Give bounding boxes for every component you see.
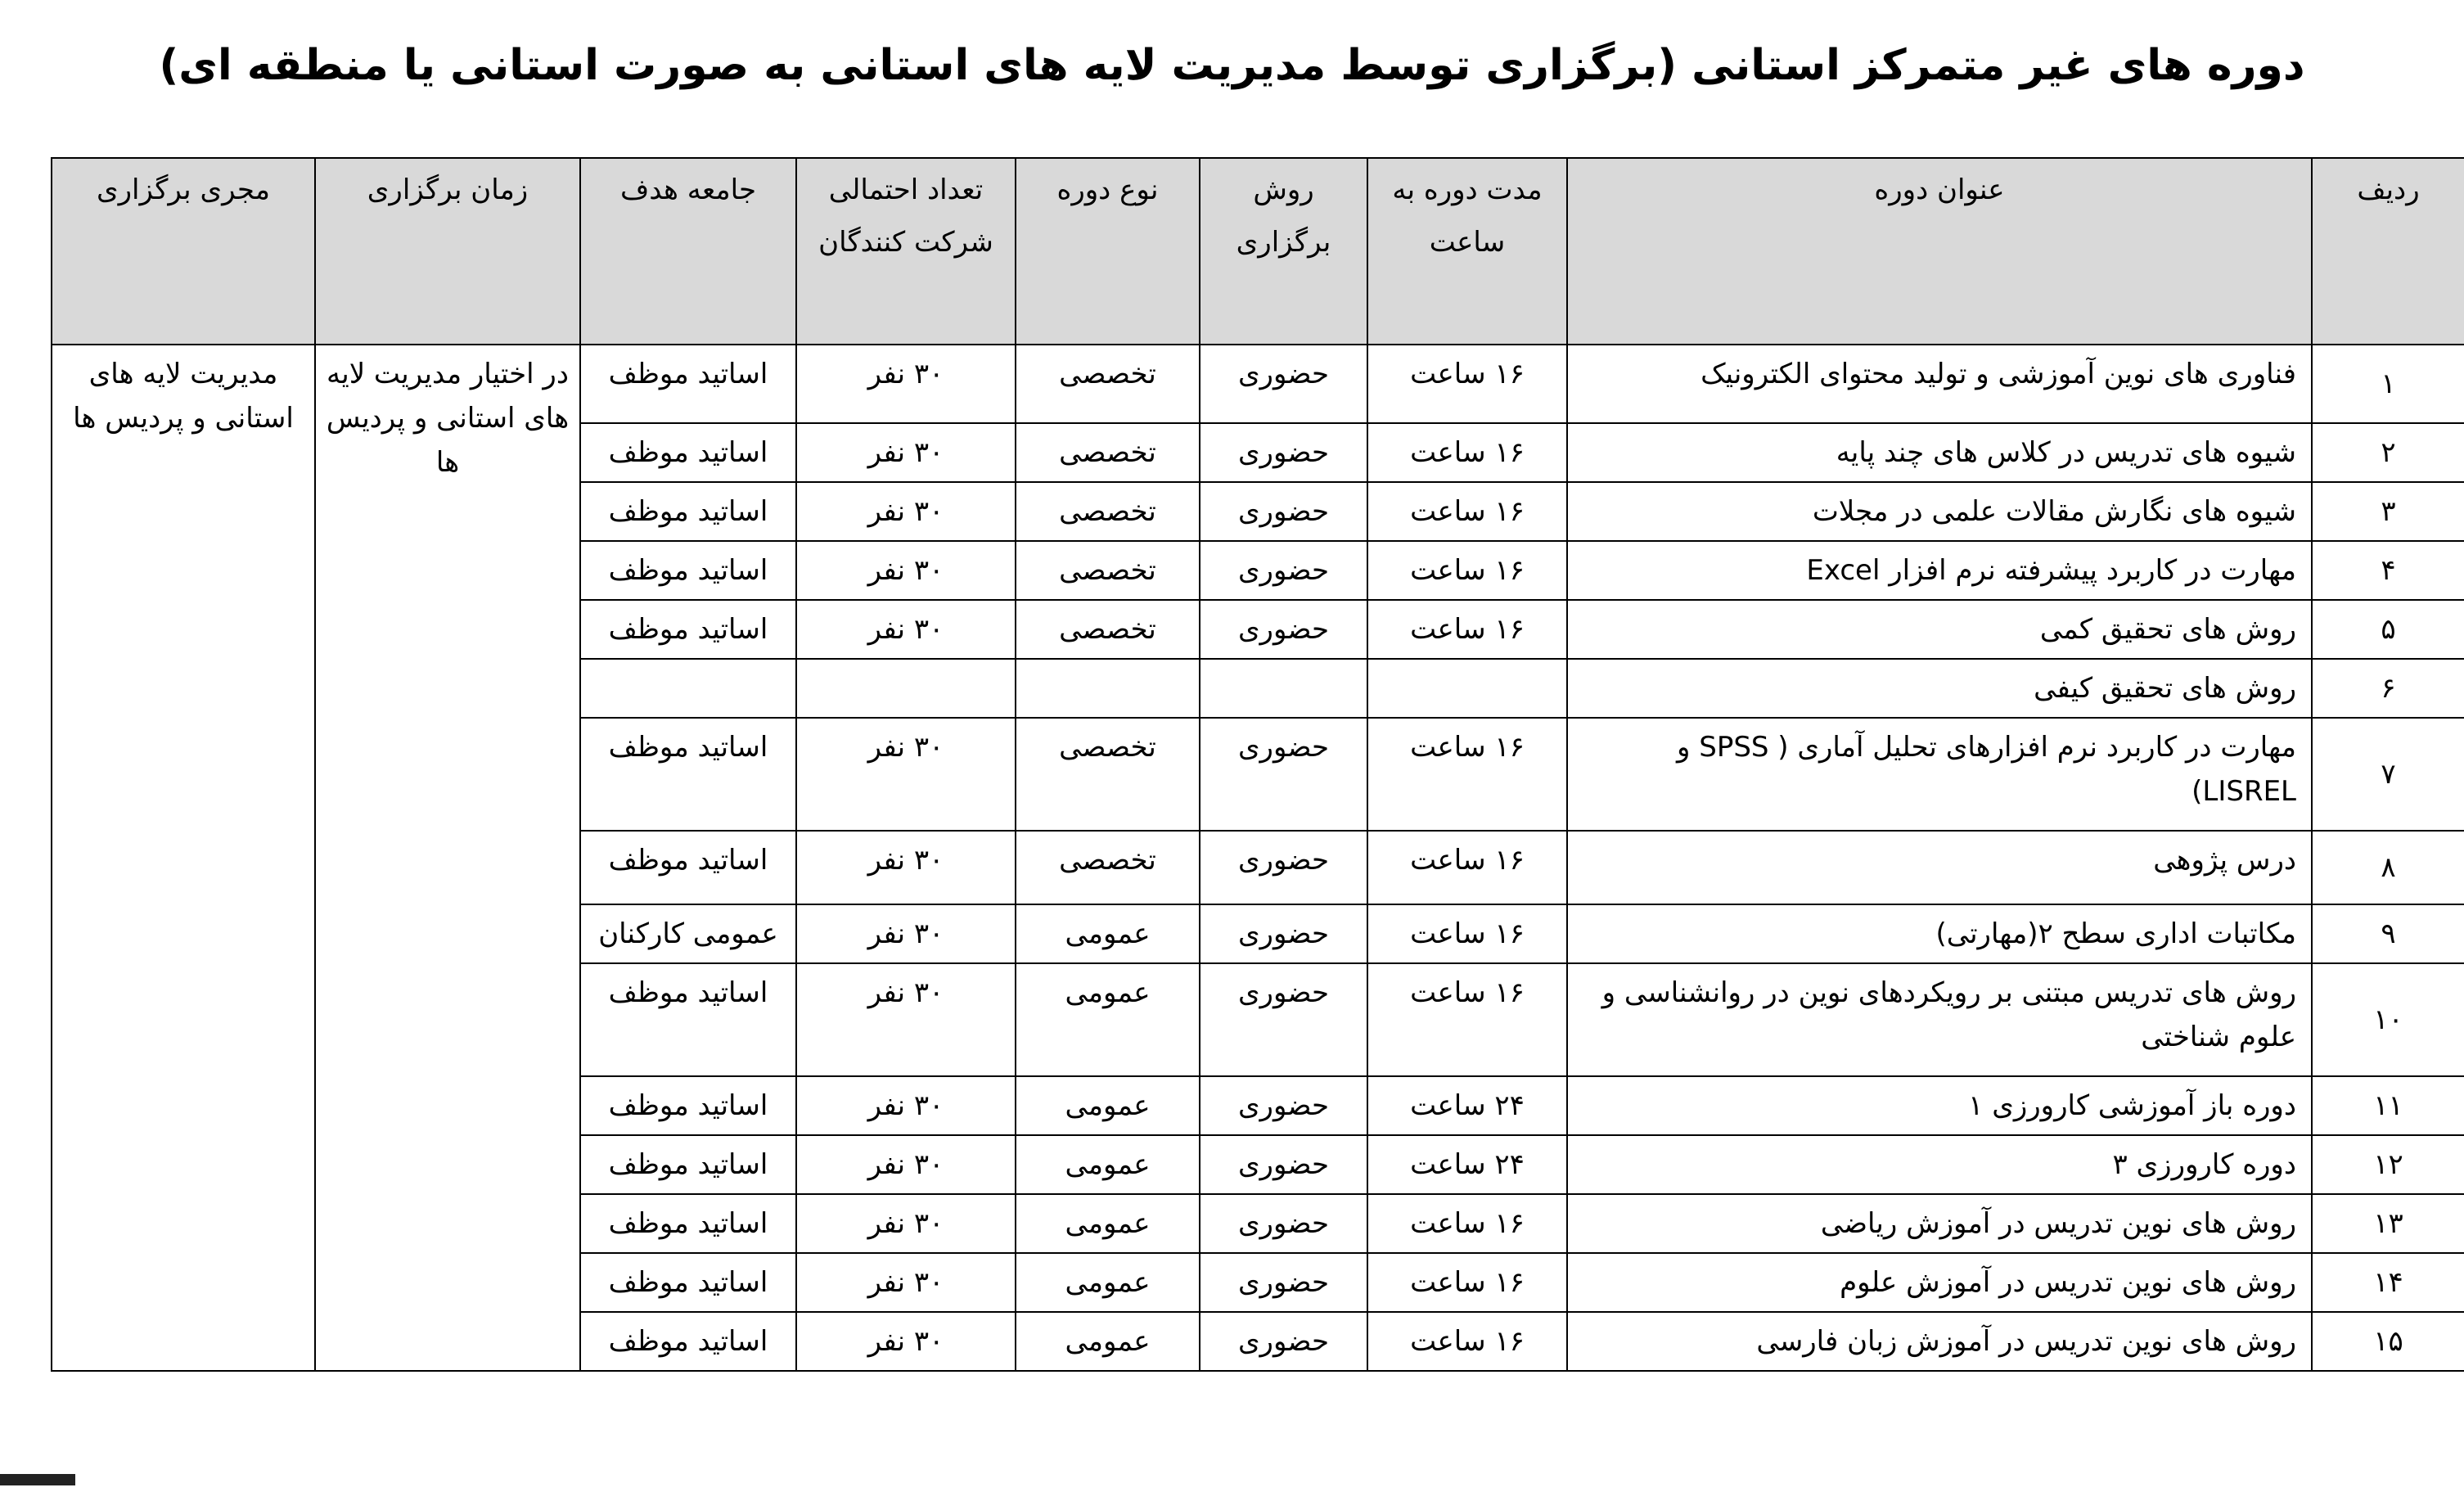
target-audience-cell: اساتید موظف <box>580 1135 796 1194</box>
table-header <box>52 158 2464 345</box>
course-title-cell: فناوری های نوین آموزشی و تولید محتوای الکترونیک <box>1567 345 2312 423</box>
row-number-cell: ۷ <box>2312 718 2464 831</box>
method-cell: حضوری <box>1200 600 1367 659</box>
method-cell: حضوری <box>1200 1194 1367 1253</box>
participants-cell: ۳۰ نفر <box>796 600 1016 659</box>
target-audience-cell: اساتید موظف <box>580 541 796 600</box>
row-number-cell: ۱۰ <box>2312 963 2464 1076</box>
target-audience-cell: اساتید موظف <box>580 482 796 541</box>
course-type-cell: عمومی <box>1016 1253 1200 1312</box>
course-type-cell: تخصصی <box>1016 541 1200 600</box>
method-cell: حضوری <box>1200 1253 1367 1312</box>
merged-time-cell: در اختیار مدیریت لایه های استانی و پردیس ها <box>315 345 580 1371</box>
participants-cell: ۳۰ نفر <box>796 904 1016 963</box>
duration-cell: ۱۶ ساعت <box>1367 423 1567 482</box>
course-type-cell: تخصصی <box>1016 345 1200 423</box>
course-title-cell: مکاتبات اداری سطح ۲(مهارتی) <box>1567 904 2312 963</box>
participants-cell: ۳۰ نفر <box>796 1076 1016 1135</box>
row-number-cell: ۲ <box>2312 423 2464 482</box>
method-cell: حضوری <box>1200 541 1367 600</box>
course-title-cell: روش های تحقیق کیفی <box>1567 659 2312 718</box>
header-course-type: نوع دوره <box>1016 158 1200 345</box>
row-number-cell: ۱۱ <box>2312 1076 2464 1135</box>
participants-cell: ۳۰ نفر <box>796 423 1016 482</box>
participants-cell: ۳۰ نفر <box>796 1312 1016 1371</box>
method-cell: حضوری <box>1200 1312 1367 1371</box>
method-cell: حضوری <box>1200 963 1367 1076</box>
row-number-cell: ۳ <box>2312 482 2464 541</box>
course-title-cell: شیوه های نگارش مقالات علمی در مجلات <box>1567 482 2312 541</box>
duration-cell <box>1367 659 1567 718</box>
method-cell: حضوری <box>1200 831 1367 904</box>
duration-cell: ۱۶ ساعت <box>1367 718 1567 831</box>
target-audience-cell: اساتید موظف <box>580 1312 796 1371</box>
participants-cell: ۳۰ نفر <box>796 718 1016 831</box>
method-cell: حضوری <box>1200 718 1367 831</box>
header-participants: تعداد احتمالی شرکت کنندگان <box>796 158 1016 345</box>
duration-cell: ۲۴ ساعت <box>1367 1076 1567 1135</box>
method-cell: حضوری <box>1200 423 1367 482</box>
row-number-cell: ۹ <box>2312 904 2464 963</box>
participants-cell: ۳۰ نفر <box>796 831 1016 904</box>
row-number-cell: ۱۲ <box>2312 1135 2464 1194</box>
participants-cell: ۳۰ نفر <box>796 482 1016 541</box>
header-target-audience: جامعه هدف <box>580 158 796 345</box>
duration-cell: ۱۶ ساعت <box>1367 831 1567 904</box>
table-row <box>52 345 2464 423</box>
course-type-cell <box>1016 659 1200 718</box>
row-number-cell: ۱۴ <box>2312 1253 2464 1312</box>
course-type-cell: تخصصی <box>1016 831 1200 904</box>
course-type-cell: تخصصی <box>1016 423 1200 482</box>
course-type-cell: عمومی <box>1016 1076 1200 1135</box>
course-title-cell: درس پژوهی <box>1567 831 2312 904</box>
row-number-cell: ۴ <box>2312 541 2464 600</box>
course-title-cell: روش های نوین تدریس در آموزش علوم <box>1567 1253 2312 1312</box>
merged-organizer-cell: مدیریت لایه های استانی و پردیس ها <box>52 345 315 1371</box>
method-cell: حضوری <box>1200 482 1367 541</box>
duration-cell: ۱۶ ساعت <box>1367 904 1567 963</box>
header-duration: مدت دوره به ساعت <box>1367 158 1567 345</box>
target-audience-cell: اساتید موظف <box>580 963 796 1076</box>
target-audience-cell: اساتید موظف <box>580 831 796 904</box>
target-audience-cell: اساتید موظف <box>580 718 796 831</box>
course-type-cell: عمومی <box>1016 1135 1200 1194</box>
method-cell <box>1200 659 1367 718</box>
duration-cell: ۱۶ ساعت <box>1367 482 1567 541</box>
method-cell: حضوری <box>1200 1076 1367 1135</box>
target-audience-cell: عمومی کارکنان <box>580 904 796 963</box>
target-audience-cell: اساتید موظف <box>580 1194 796 1253</box>
target-audience-cell: اساتید موظف <box>580 1253 796 1312</box>
header-time: زمان برگزاری <box>315 158 580 345</box>
method-cell: حضوری <box>1200 904 1367 963</box>
course-type-cell: تخصصی <box>1016 600 1200 659</box>
header-method: روش برگزاری <box>1200 158 1367 345</box>
target-audience-cell: اساتید موظف <box>580 600 796 659</box>
participants-cell: ۳۰ نفر <box>796 1194 1016 1253</box>
course-title-cell: روش های نوین تدریس در آموزش ریاضی <box>1567 1194 2312 1253</box>
participants-cell: ۳۰ نفر <box>796 1253 1016 1312</box>
course-type-cell: تخصصی <box>1016 718 1200 831</box>
page-title: دوره های غیر متمرکز استانی (برگزاری توسط مدیریت لایه های استانی به صورت استانی یا منطقه ای) <box>159 41 2305 90</box>
duration-cell: ۱۶ ساعت <box>1367 1312 1567 1371</box>
course-title-cell: روش های نوین تدریس در آموزش زبان فارسی <box>1567 1312 2312 1371</box>
target-audience-cell <box>580 659 796 718</box>
target-audience-cell: اساتید موظف <box>580 423 796 482</box>
duration-cell: ۱۶ ساعت <box>1367 600 1567 659</box>
duration-cell: ۱۶ ساعت <box>1367 541 1567 600</box>
target-audience-cell: اساتید موظف <box>580 1076 796 1135</box>
participants-cell: ۳۰ نفر <box>796 345 1016 423</box>
row-number-cell: ۵ <box>2312 600 2464 659</box>
participants-cell: ۳۰ نفر <box>796 541 1016 600</box>
duration-cell: ۱۶ ساعت <box>1367 963 1567 1076</box>
header-course-title: عنوان دوره <box>1567 158 2312 345</box>
row-number-cell: ۱ <box>2312 345 2464 423</box>
course-type-cell: عمومی <box>1016 1312 1200 1371</box>
course-title-cell: شیوه های تدریس در کلاس های چند پایه <box>1567 423 2312 482</box>
course-type-cell: تخصصی <box>1016 482 1200 541</box>
header-row-number: ردیف <box>2312 158 2464 345</box>
course-title-cell: روش های تحقیق کمی <box>1567 600 2312 659</box>
row-number-cell: ۱۳ <box>2312 1194 2464 1253</box>
course-type-cell: عمومی <box>1016 904 1200 963</box>
row-number-cell: ۶ <box>2312 659 2464 718</box>
target-audience-cell: اساتید موظف <box>580 345 796 423</box>
duration-cell: ۱۶ ساعت <box>1367 345 1567 423</box>
duration-cell: ۲۴ ساعت <box>1367 1135 1567 1194</box>
duration-cell: ۱۶ ساعت <box>1367 1194 1567 1253</box>
row-number-cell: ۱۵ <box>2312 1312 2464 1371</box>
watermark-logo <box>0 1474 75 1485</box>
course-title-cell: دوره کارورزی ۳ <box>1567 1135 2312 1194</box>
course-title-cell: روش های تدریس مبتنی بر رویکردهای نوین در روانشناسی و علوم شناختی <box>1567 963 2312 1076</box>
method-cell: حضوری <box>1200 1135 1367 1194</box>
course-title-cell: مهارت در کاربرد نرم افزارهای تحلیل آماری ( SPSS و LISREL) <box>1567 718 2312 831</box>
courses-table <box>51 157 2464 1372</box>
course-title-cell: مهارت در کاربرد پیشرفته نرم افزار Excel <box>1567 541 2312 600</box>
participants-cell: ۳۰ نفر <box>796 1135 1016 1194</box>
course-title-cell: دوره باز آموزشی کارورزی ۱ <box>1567 1076 2312 1135</box>
method-cell: حضوری <box>1200 345 1367 423</box>
header-organizer: مجری برگزاری <box>52 158 315 345</box>
row-number-cell: ۸ <box>2312 831 2464 904</box>
participants-cell: ۳۰ نفر <box>796 963 1016 1076</box>
participants-cell <box>796 659 1016 718</box>
table-body <box>52 345 2464 1371</box>
course-type-cell: عمومی <box>1016 963 1200 1076</box>
duration-cell: ۱۶ ساعت <box>1367 1253 1567 1312</box>
course-type-cell: عمومی <box>1016 1194 1200 1253</box>
